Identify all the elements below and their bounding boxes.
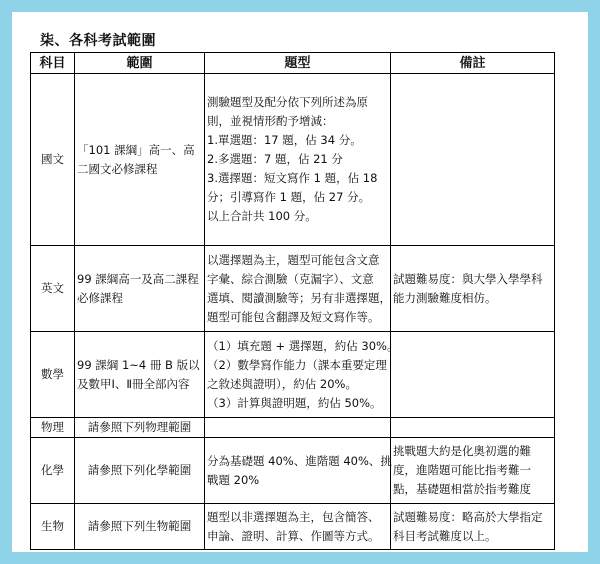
question-type-line: 分為基礎題 40%、進階題 40%、挑 xyxy=(207,453,392,468)
question-type-cell xyxy=(205,438,391,504)
question-type-cell xyxy=(205,74,391,246)
subject-cell: 數學 xyxy=(31,332,75,418)
question-type-line: （1）填充題 + 選擇題，約佔 30%。 xyxy=(207,338,399,353)
range-cell: 「101 課綱」高一、高二國文必修課程 xyxy=(75,74,205,246)
note-cell xyxy=(391,332,555,418)
table-row xyxy=(31,74,555,246)
subject-cell: 化學 xyxy=(31,438,75,504)
question-type-line: 申論、證明、計算、作圖等方式。 xyxy=(207,528,380,543)
table-row xyxy=(31,418,555,438)
question-type-line: （3）計算與證明題，約佔 50%。 xyxy=(207,395,382,410)
range-cell: 請參照下列生物範圍 xyxy=(75,504,205,550)
question-type-cell xyxy=(205,418,391,438)
subject-cell: 英文 xyxy=(31,246,75,332)
subject-cell: 國文 xyxy=(31,74,75,246)
question-type-line: 戰題 20% xyxy=(207,472,260,487)
header-question-type: 題型 xyxy=(205,53,391,74)
question-type-line: 2.多選題：7 題，佔 21 分 xyxy=(207,152,343,166)
table-row xyxy=(31,246,555,332)
question-type-line: 之敘述與證明），約佔 20%。 xyxy=(207,376,357,391)
question-type-line: 以上合計共 100 分。 xyxy=(207,209,317,223)
note-line: 科目考試難度以上。 xyxy=(393,528,497,543)
subject-cell: 生物 xyxy=(31,504,75,550)
question-type-line: 測驗題型及配分依下列所述為原 xyxy=(207,95,368,109)
table-header-row xyxy=(31,53,555,74)
note-line: 度，進階題可能比指考難一 xyxy=(393,463,531,477)
question-type-line: 題型可能包含翻譯及短文寫作等。 xyxy=(207,309,380,324)
question-type-cell xyxy=(205,332,399,418)
note-line: 挑戰題大約是化奧初選的難 xyxy=(393,444,531,458)
header-note: 備註 xyxy=(391,53,555,74)
note-cell xyxy=(391,418,555,438)
table-row xyxy=(31,438,555,504)
range-cell: 請參照下列化學範圍 xyxy=(75,438,205,504)
note-line: 能力測驗難度相仿。 xyxy=(393,290,497,305)
question-type-line: 分；引導寫作 1 題，佔 27 分。 xyxy=(207,190,371,204)
question-type-line: 字彙、綜合測驗（克漏字）、文意 xyxy=(207,271,374,286)
header-subject: 科目 xyxy=(31,53,75,74)
question-type-line: 以選擇題為主，題型可能包含文意 xyxy=(207,252,380,267)
range-cell: 99 課綱 1~4 冊 B 版以及數甲Ⅰ、Ⅱ冊全部內容 xyxy=(75,332,205,418)
question-type-cell xyxy=(205,246,391,332)
question-type-line: 題型以非選擇題為主，包含簡答、 xyxy=(207,509,380,524)
section-title: 柒、各科考試範圍 xyxy=(40,33,156,49)
note-line: 點，基礎題相當於指考難度 xyxy=(393,482,531,496)
note-cell xyxy=(391,246,555,332)
question-type-cell xyxy=(205,504,391,550)
header-range: 範圍 xyxy=(75,53,205,74)
note-line: 試題難易度：略高於大學指定 xyxy=(393,509,543,524)
note-cell xyxy=(391,74,555,246)
note-line: 試題難易度：與大學入學學科 xyxy=(393,271,543,286)
note-cell xyxy=(391,438,555,504)
question-type-line: 則，並視情形酌予增減： xyxy=(207,114,334,128)
note-cell xyxy=(391,504,555,550)
question-type-line: 選填、閱讀測驗等；另有非選擇題， xyxy=(207,290,391,305)
question-type-line: 3.選擇題：短文寫作 1 題，佔 18 xyxy=(207,171,378,185)
subject-cell: 物理 xyxy=(31,418,75,438)
range-cell: 99 課綱高一及高二課程必修課程 xyxy=(75,246,205,332)
table-row xyxy=(31,504,555,550)
question-type-line: （2）數學寫作能力（課本重要定理 xyxy=(207,357,387,372)
question-type-line: 1.單選題：17 題，佔 34 分。 xyxy=(207,133,362,147)
exam-scope-table xyxy=(30,52,555,550)
range-cell: 請參照下列物理範圍 xyxy=(75,418,205,438)
table-row xyxy=(31,332,555,418)
